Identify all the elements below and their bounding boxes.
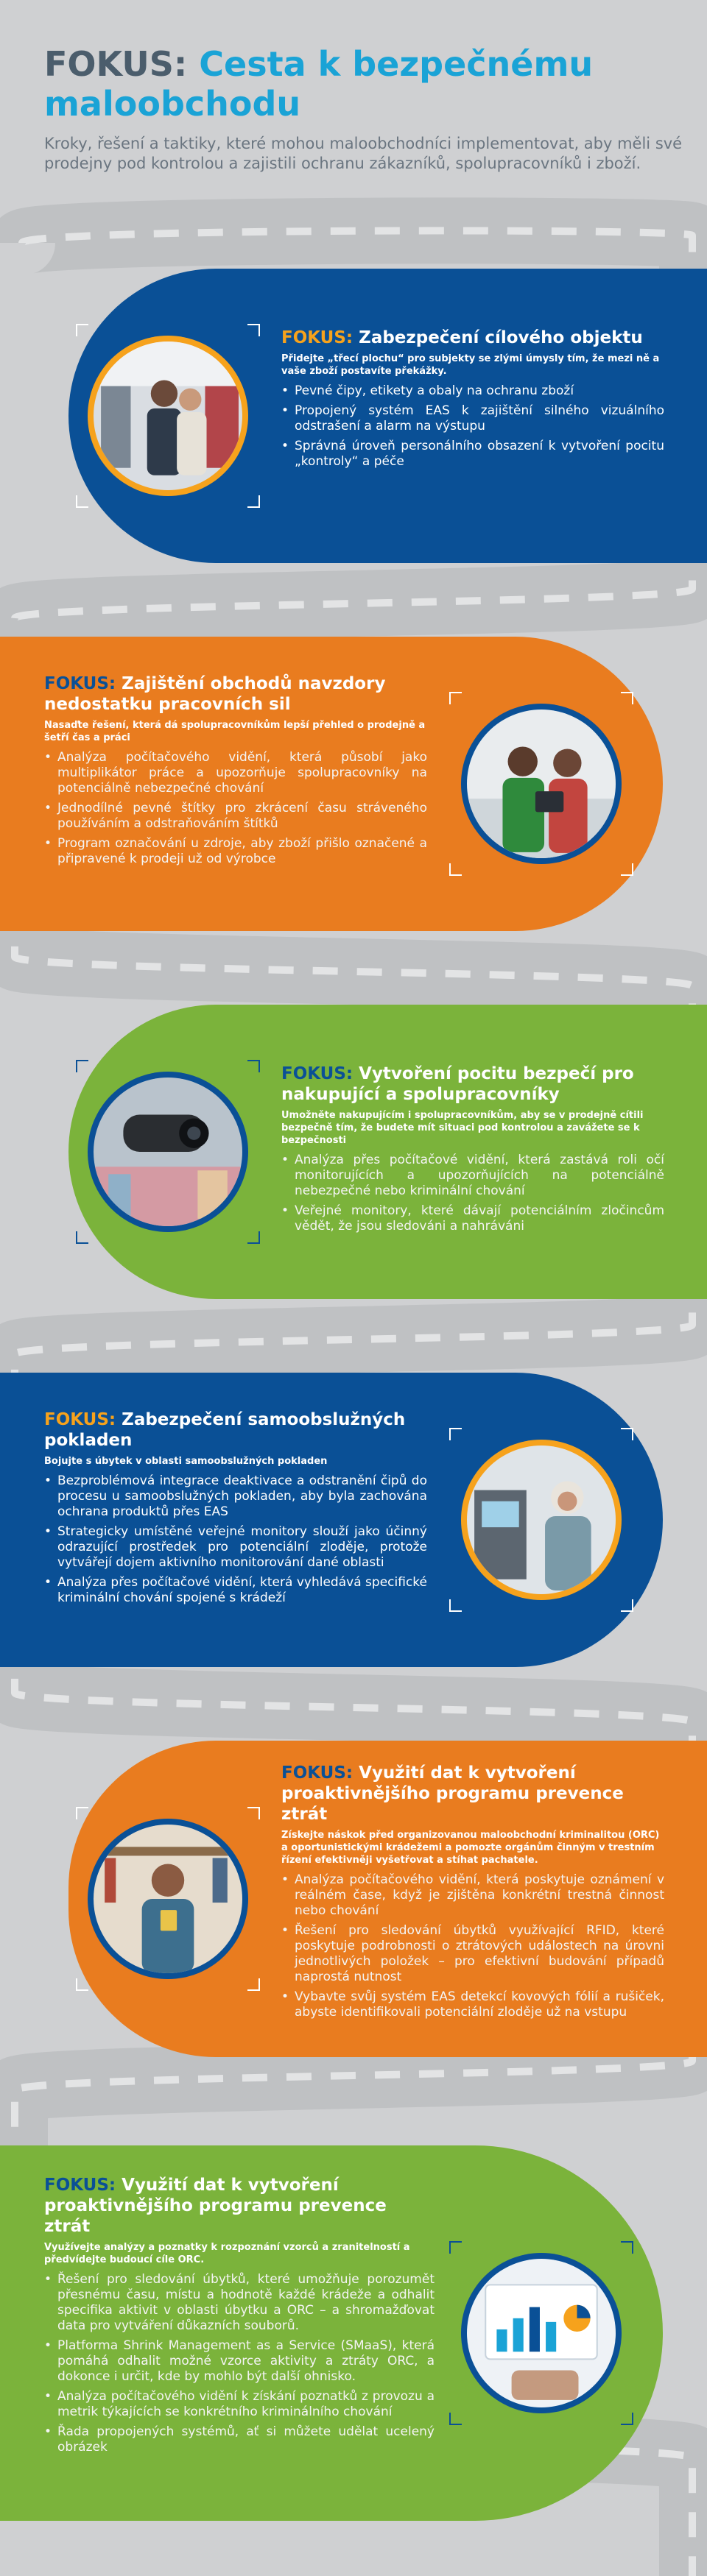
- bullet-list: [44, 2272, 435, 2455]
- section-target-security: [68, 269, 707, 563]
- section-photo: [449, 2241, 633, 2425]
- bullet-list: [281, 383, 664, 470]
- section-labor-shortage: [0, 637, 663, 931]
- bullet-list: [281, 1153, 664, 1234]
- list-item: • Analýza počítačového vidění, která poskytuje oznámení v reálném čase, když je zjištěna konkrétní trestná činnost nebo chování: [281, 1872, 664, 1919]
- associates-with-tablet-photo: [467, 710, 616, 858]
- section-data-loss-prevention: [68, 1741, 707, 2057]
- section-subtitle: Umožněte nakupujícím i spolupracovníkům, aby se v prodejně cítili bezpečně tím, že budete mít situaci pod kontrolou a zavážete se k bezpečnosti: [281, 1110, 644, 1146]
- section-photo: [76, 1807, 260, 1991]
- section-content: [44, 1409, 427, 1610]
- list-item: • Strategicky umístěné veřejné monitory slouží jako účinný odrazující prostředek pro potenciální zloděje, protože vytvářejí dojem aktivního monitorování dané oblasti: [44, 1524, 427, 1571]
- section-heading: [44, 2175, 435, 2237]
- analytics-dashboard-photo: [467, 2259, 616, 2407]
- section-sense-of-safety: [68, 1005, 707, 1299]
- focus-label: FOKUS:: [44, 674, 116, 693]
- section-self-checkout: [0, 1373, 663, 1667]
- self-checkout-shopper-photo: [467, 1446, 616, 1594]
- list-item: • Program označování u zdroje, aby zboží přišlo označené a připravené k prodeji už od výrobce: [44, 836, 427, 867]
- section-subtitle: Získejte náskok před organizovanou maloobchodní kriminalitou (ORC) a oportunistickými krádežemi a pomozte orgánům činným v trestním řízení efektivněji vyšetřovat a stíhat pachatele.: [281, 1830, 660, 1866]
- section-title: Využití dat k vytvoření proaktivnějšího programu prevence ztrát: [44, 2176, 387, 2236]
- list-item: • Analýza přes počítačové vidění, která zastává roli očí monitorujících a upozorňujících na potenciálně nebezpečné nebo kriminální chování: [281, 1153, 664, 1199]
- list-item: • Řešení pro sledování úbytků využívající RFID, které poskytuje podrobnosti o ztrátových událostech na úrovni jednotlivých položek – pro efektivní budování případů naprostá nutnost: [281, 1923, 664, 1985]
- section-heading: [281, 1763, 664, 1825]
- section-title: Vytvoření pocitu bezpečí pro nakupující a spolupracovníky: [281, 1064, 634, 1104]
- bullet-list: [44, 1473, 427, 1606]
- list-item: • Propojený systém EAS k zajištění silného vizuálního odstrašení a alarm na výstupu: [281, 403, 664, 434]
- list-item: • Analýza přes počítačové vidění, která vyhledává specifické kriminální chování spojené s krádeží: [44, 1575, 427, 1606]
- section-subtitle: Přidejte „třecí plochu“ pro subjekty se zlými úmysly tím, že mezi ně a vaše zboží postavíte překážky.: [281, 353, 660, 377]
- section-content: [44, 2175, 435, 2460]
- list-item: • Analýza počítačového vidění k získání poznatků z provozu a metrik týkajících se konkrétního kriminálního chování: [44, 2389, 435, 2420]
- list-item: • Bezproblémová integrace deaktivace a odstranění čipů do procesu u samoobslužných pokladen, aby byla zachována ochrana produktů přes EAS: [44, 1473, 427, 1520]
- section-content: [281, 1763, 664, 2025]
- section-subtitle: Bojujte s úbytek v oblasti samoobslužných pokladen: [44, 1456, 328, 1467]
- page-title: [44, 44, 692, 124]
- section-photo: [76, 324, 260, 508]
- list-item: • Správná úroveň personálního obsazení k vytvoření pocitu „kontroly“ a péče: [281, 439, 664, 470]
- security-camera-photo: [94, 1078, 242, 1226]
- page-header: [44, 44, 692, 174]
- title-focus-label: FOKUS:: [44, 44, 188, 84]
- section-title: Využití dat k vytvoření proaktivnějšího programu prevence ztrát: [281, 1763, 624, 1824]
- list-item: • Vybavte svůj systém EAS detekcí kovových fólií a rušiček, abyste identifikovali potenciální zloděje už na vstupu: [281, 1989, 664, 2020]
- title-text: Cesta k bezpečnému maloobchodu: [44, 44, 594, 124]
- section-content: [281, 328, 664, 474]
- section-photo: [449, 1428, 633, 1612]
- section-subtitle: Využívejte analýzy a poznatky k rozpoznání vzorců a zranitelností a předvídejte budoucí cíle ORC.: [44, 2242, 410, 2265]
- list-item: • Veřejné monitory, které dávají potenciálním zločincům vědět, že jsou sledováni a nahráváni: [281, 1203, 664, 1234]
- clothing-store-shoppers-photo: [94, 342, 242, 490]
- shopper-with-product-photo: [94, 1825, 242, 1973]
- section-title: Zabezpečení samoobslužných pokladen: [44, 1410, 406, 1450]
- section-heading: [281, 1064, 664, 1105]
- list-item: • Platforma Shrink Management as a Service (SMaaS), která pomáhá odhalit možné vzorce aktivity a ztráty ORC, a dokonce i určit, kde by mohlo být další ohnisko.: [44, 2338, 435, 2385]
- section-heading: [44, 673, 427, 715]
- focus-label: FOKUS:: [281, 1763, 354, 1783]
- section-analytics-orc: [0, 2145, 663, 2521]
- bullet-list: [44, 750, 427, 867]
- section-title: Zajištění obchodů navzdory nedostatku pracovních sil: [44, 674, 386, 714]
- section-heading: [44, 1409, 427, 1451]
- focus-label: FOKUS:: [281, 1064, 354, 1083]
- section-photo: [449, 692, 633, 876]
- section-subtitle: Nasaďte řešení, která dá spolupracovníkům lepší přehled o prodejně a šetří čas a práci: [44, 720, 426, 743]
- focus-label: FOKUS:: [44, 1410, 116, 1429]
- list-item: • Analýza počítačového vidění, která působí jako multiplikátor práce a upozorňuje spolupracovníky na potenciálně nebezpečné chování: [44, 750, 427, 796]
- section-photo: [76, 1060, 260, 1244]
- focus-label: FOKUS:: [281, 328, 354, 347]
- section-content: [281, 1064, 664, 1239]
- section-title: Zabezpečení cílového objektu: [359, 328, 643, 347]
- section-heading: [281, 328, 664, 348]
- list-item: • Řada propojených systémů, ať si můžete udělat ucelený obrázek: [44, 2424, 435, 2455]
- focus-label: FOKUS:: [44, 2176, 116, 2195]
- bullet-list: [281, 1872, 664, 2020]
- list-item: • Pevné čipy, etikety a obaly na ochranu zboží: [281, 383, 664, 399]
- list-item: • Řešení pro sledování úbytků, které umožňuje porozumět přesnému času, místu a hodnotě každé krádeže a odhalit specifika aktivit v oblasti úbytku a ORC – a shromažďovat data pro vytváření důkazních souborů.: [44, 2272, 435, 2334]
- intro-text: Kroky, řešení a taktiky, které mohou maloobchodníci implementovat, aby měli své prodejny pod kontrolou a zajistili ochranu zákazníků, spolupracovníků i zboží.: [44, 135, 683, 172]
- list-item: • Jednodílné pevné štítky pro zkrácení času stráveného používáním a odstraňováním štítků: [44, 801, 427, 832]
- section-content: [44, 673, 427, 871]
